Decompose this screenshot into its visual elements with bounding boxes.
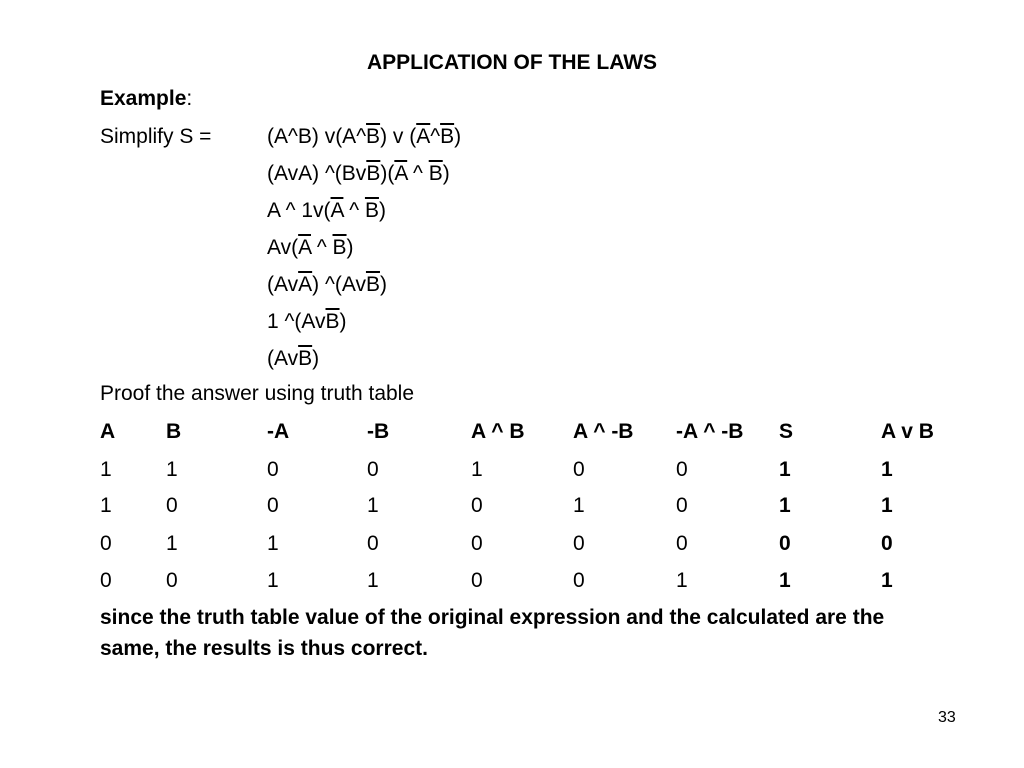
expression-part: A ^ 1v( bbox=[267, 199, 331, 222]
simplification-step bbox=[267, 347, 319, 371]
table-cell: 0 bbox=[573, 569, 585, 592]
simplification-step bbox=[267, 162, 450, 186]
table-cell: 0 bbox=[471, 532, 483, 555]
slide-title: APPLICATION OF THE LAWS bbox=[366, 51, 658, 74]
negated-term: $\overline{B}$ bbox=[325, 310, 340, 333]
table-cell: 1 bbox=[881, 494, 893, 517]
table-cell: 0 bbox=[100, 569, 112, 592]
table-cell: 1 bbox=[100, 458, 112, 481]
table-cell: 0 bbox=[471, 494, 483, 517]
negated-term: $\overline{B}$ bbox=[365, 273, 380, 296]
negated-term: $\overline{A}$ bbox=[416, 125, 431, 148]
expression-part: ^ bbox=[430, 125, 441, 148]
negated-term: $\overline{B}$ bbox=[332, 236, 347, 259]
expression-part: (A^B) v(A^ bbox=[267, 125, 367, 148]
proof-text: Proof the answer using truth table bbox=[100, 382, 415, 405]
table-cell: 0 bbox=[676, 494, 688, 517]
table-cell: 0 bbox=[779, 532, 791, 555]
expression-part: ^ bbox=[343, 199, 365, 222]
table-cell: 1 bbox=[881, 569, 893, 592]
table-cell: 0 bbox=[573, 458, 585, 481]
simplify-label: Simplify S = bbox=[100, 125, 212, 148]
negated-term: $\overline{A}$ bbox=[394, 162, 408, 185]
table-header: -A bbox=[267, 420, 290, 443]
expression-part: (Av bbox=[267, 273, 299, 296]
expression-part: )( bbox=[380, 162, 395, 185]
table-cell: 0 bbox=[267, 458, 279, 481]
negated-term: $\overline{B}$ bbox=[366, 125, 381, 148]
negated-term: $\overline{B}$ bbox=[440, 125, 455, 148]
table-cell: 0 bbox=[573, 532, 585, 555]
negated-term: $\overline{B}$ bbox=[364, 199, 379, 222]
table-header: A ^ B bbox=[471, 420, 525, 443]
negated-term: $\overline{B}$ bbox=[366, 162, 381, 185]
example-colon: : bbox=[186, 87, 193, 110]
table-header: S bbox=[779, 420, 794, 443]
expression-part: ) bbox=[346, 236, 354, 259]
expression-part: ^ bbox=[407, 162, 429, 185]
table-header: -B bbox=[367, 420, 390, 443]
table-cell: 1 bbox=[881, 458, 893, 481]
expression-part: ) bbox=[379, 273, 387, 296]
expression-part: (Av bbox=[267, 347, 299, 370]
conclusion-text: since the truth table value of the original expression and the calculated are the same, the results is thus correct. bbox=[100, 606, 885, 660]
simplification-step bbox=[267, 273, 387, 297]
table-cell: 1 bbox=[166, 532, 178, 555]
expression-part: ) bbox=[442, 162, 450, 185]
table-cell: 0 bbox=[676, 532, 688, 555]
table-cell: 1 bbox=[100, 494, 112, 517]
negated-term: $\overline{A}$ bbox=[298, 236, 311, 259]
page-number: 33 bbox=[938, 709, 956, 726]
table-cell: 1 bbox=[573, 494, 585, 517]
expression-part: ) bbox=[454, 125, 462, 148]
table-cell: 0 bbox=[881, 532, 893, 555]
negated-term: $\overline{B}$ bbox=[298, 347, 313, 370]
table-header: A ^ -B bbox=[573, 420, 634, 443]
table-header: A bbox=[100, 420, 116, 443]
table-cell: 0 bbox=[166, 494, 178, 517]
table-cell: 1 bbox=[779, 494, 791, 517]
negated-term: $\overline{A}$ bbox=[330, 199, 344, 222]
table-cell: 1 bbox=[166, 458, 178, 481]
table-cell: 0 bbox=[471, 569, 483, 592]
expression-part: ^ bbox=[310, 236, 333, 259]
table-cell: 0 bbox=[100, 532, 112, 555]
expression-part: Av( bbox=[267, 236, 299, 259]
negated-term: $\overline{A}$ bbox=[298, 273, 313, 296]
table-cell: 0 bbox=[367, 532, 379, 555]
table-header: B bbox=[166, 420, 182, 443]
example-heading bbox=[100, 87, 192, 111]
example-label: Example bbox=[100, 87, 187, 110]
negated-term: $\overline{B}$ bbox=[428, 162, 443, 185]
table-cell: 1 bbox=[367, 494, 379, 517]
expression-part: ) bbox=[312, 347, 320, 370]
expression-part: ) bbox=[339, 310, 347, 333]
expression-part: ) ^(Av bbox=[312, 273, 366, 296]
table-cell: 0 bbox=[166, 569, 178, 592]
table-header: A v B bbox=[881, 420, 934, 443]
expression-part: ) bbox=[378, 199, 386, 222]
table-cell: 0 bbox=[267, 494, 279, 517]
expression-part: ) v ( bbox=[380, 125, 417, 148]
table-cell: 1 bbox=[676, 569, 688, 592]
table-cell: 0 bbox=[367, 458, 379, 481]
simplification-step bbox=[267, 125, 461, 149]
simplification-step bbox=[267, 310, 347, 334]
table-cell: 1 bbox=[779, 569, 791, 592]
table-cell: 1 bbox=[779, 458, 791, 481]
table-cell: 1 bbox=[471, 458, 483, 481]
simplification-step bbox=[267, 199, 386, 223]
expression-part: 1 ^(Av bbox=[267, 310, 326, 333]
simplification-step bbox=[267, 236, 354, 260]
table-header: -A ^ -B bbox=[676, 420, 744, 443]
table-cell: 1 bbox=[267, 532, 279, 555]
expression-part: (AvA) ^(Bv bbox=[267, 162, 367, 185]
table-cell: 1 bbox=[367, 569, 379, 592]
table-cell: 1 bbox=[267, 569, 279, 592]
table-cell: 0 bbox=[676, 458, 688, 481]
